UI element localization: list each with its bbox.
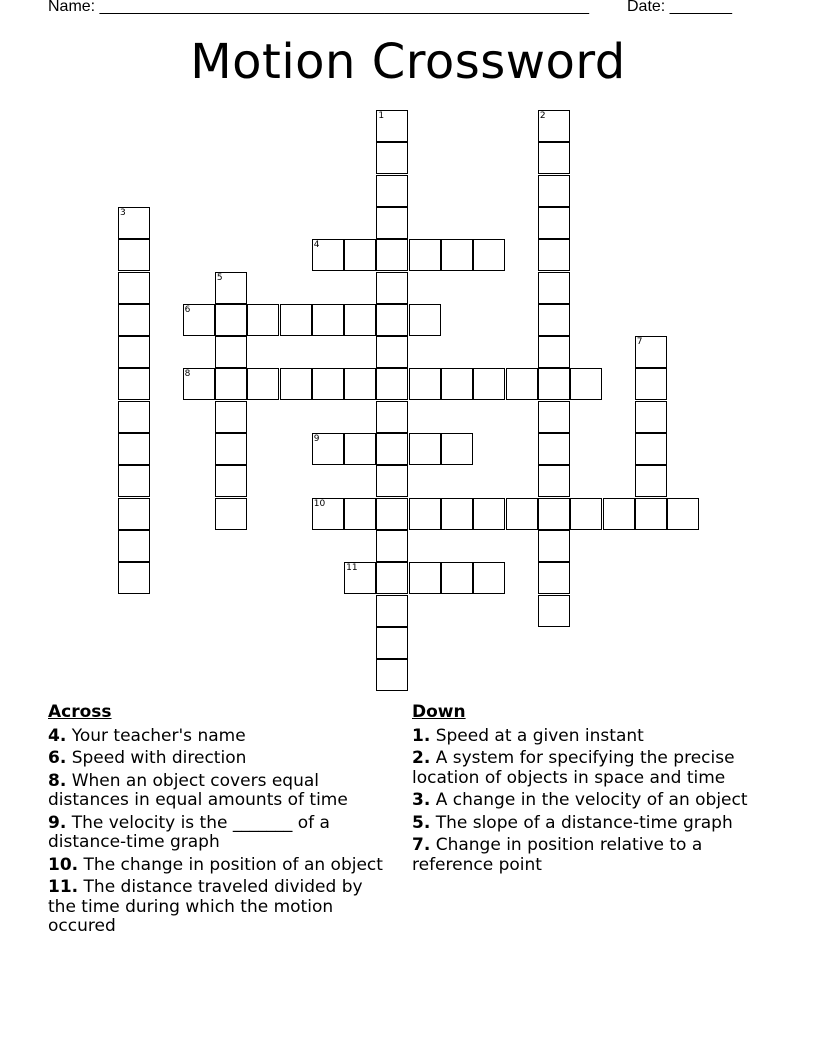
clue-number-label: 3 (120, 207, 126, 218)
crossword-cell[interactable] (441, 433, 473, 465)
clue-across-8: 8. When an object covers equal distances in equal amounts of time (48, 770, 348, 810)
clue-down-5: 5. The slope of a distance-time graph (412, 812, 733, 833)
crossword-cell[interactable] (280, 304, 312, 336)
crossword-cell[interactable] (409, 239, 441, 271)
crossword-cell[interactable] (473, 239, 505, 271)
crossword-cell[interactable] (409, 368, 441, 400)
clue-across-6: 6. Speed with direction (48, 748, 247, 768)
crossword-cell[interactable] (376, 336, 408, 368)
crossword-cell[interactable] (376, 433, 408, 465)
crossword-cell[interactable] (344, 304, 376, 336)
crossword-cell[interactable] (667, 498, 699, 530)
clue-number-label: 5 (216, 272, 223, 283)
crossword-cell[interactable] (409, 433, 441, 465)
crossword-cell[interactable] (376, 498, 408, 530)
crossword-cell[interactable] (635, 433, 667, 465)
crossword-cell[interactable] (376, 272, 408, 304)
crossword-cell[interactable] (118, 465, 150, 497)
crossword-cell[interactable] (376, 368, 408, 400)
clue-across-11: 11. The distance traveled divided by the time during which the motion occured (48, 877, 363, 936)
clue-number-label: 10 (313, 498, 326, 509)
across-heading: Across (48, 702, 112, 722)
crossword-cell[interactable] (376, 304, 408, 336)
crossword-cell[interactable] (538, 175, 570, 207)
crossword-cell[interactable] (312, 498, 344, 530)
crossword-cell[interactable] (506, 368, 538, 400)
crossword-cell[interactable] (280, 368, 312, 400)
crossword-cell[interactable] (344, 498, 376, 530)
crossword-cell[interactable] (344, 433, 376, 465)
crossword-cell[interactable] (538, 272, 570, 304)
crossword-cell[interactable] (183, 304, 215, 336)
crossword-cell[interactable] (538, 336, 570, 368)
crossword-cell[interactable] (215, 433, 247, 465)
crossword-cell[interactable] (538, 530, 570, 562)
crossword-cell[interactable] (376, 207, 408, 239)
crossword-cell[interactable] (538, 595, 570, 627)
crossword-cell[interactable] (376, 530, 408, 562)
crossword-cell[interactable] (441, 498, 473, 530)
crossword-cell[interactable] (538, 368, 570, 400)
crossword-cell[interactable] (118, 498, 150, 530)
down-heading: Down (412, 702, 466, 722)
clue-number-label: 1 (378, 111, 385, 121)
crossword-cell[interactable] (215, 336, 247, 368)
crossword-cell[interactable] (118, 433, 150, 465)
crossword-cell[interactable] (376, 401, 408, 433)
crossword-cell[interactable] (247, 304, 279, 336)
crossword-cell[interactable] (603, 498, 635, 530)
crossword-cell[interactable] (538, 110, 570, 142)
clue-number-label: 2 (539, 111, 546, 121)
crossword-cell[interactable] (312, 433, 344, 465)
crossword-cell[interactable] (538, 239, 570, 271)
crossword-cell[interactable] (215, 272, 247, 304)
crossword-cell[interactable] (376, 239, 408, 271)
crossword-cell[interactable] (376, 562, 408, 594)
crossword-cell[interactable] (118, 336, 150, 368)
clue-number-label: 9 (313, 434, 320, 444)
clue-down-2: 2. A system for specifying the precise location of objects in space and time (412, 748, 735, 788)
clue-across-10: 10. The change in position of an object (48, 854, 383, 875)
crossword-cell[interactable] (538, 401, 570, 433)
crossword-cell[interactable] (118, 304, 150, 336)
crossword-cell[interactable] (247, 368, 279, 400)
across-clues (48, 703, 388, 940)
crossword-cell[interactable] (635, 465, 667, 497)
crossword-cell[interactable] (473, 562, 505, 594)
crossword-cell[interactable] (441, 239, 473, 271)
clue-down-7: 7. Change in position relative to a reference point (412, 835, 703, 875)
clue-number-label: 7 (636, 337, 643, 348)
crossword-cell[interactable] (376, 627, 408, 659)
crossword-cell[interactable] (506, 498, 538, 530)
crossword-cell[interactable] (409, 304, 441, 336)
clue-number-label: 6 (184, 304, 191, 315)
crossword-cell[interactable] (118, 401, 150, 433)
crossword-cell[interactable] (538, 562, 570, 594)
crossword-cell[interactable] (635, 336, 667, 368)
crossword-cell[interactable] (473, 498, 505, 530)
crossword-cell[interactable] (215, 368, 247, 400)
clue-down-1: 1. Speed at a given instant (412, 725, 644, 746)
crossword-cell[interactable] (441, 562, 473, 594)
crossword-cell[interactable] (312, 239, 344, 271)
clue-number-label: 4 (313, 240, 320, 251)
crossword-cell[interactable] (376, 595, 408, 627)
crossword-cell[interactable] (344, 239, 376, 271)
page-title: Motion Crossword (190, 34, 626, 90)
crossword-cell[interactable] (570, 498, 602, 530)
crossword-cell[interactable] (118, 207, 150, 239)
crossword-cell[interactable] (538, 304, 570, 336)
crossword-cell[interactable] (441, 368, 473, 400)
clue-number-label: 8 (184, 369, 191, 380)
crossword-cell[interactable] (635, 498, 667, 530)
crossword-cell[interactable] (118, 272, 150, 304)
crossword-cell[interactable] (215, 304, 247, 336)
crossword-cell[interactable] (376, 110, 408, 142)
crossword-cell[interactable] (344, 368, 376, 400)
crossword-cell[interactable] (215, 401, 247, 433)
clue-down-3: 3. A change in the velocity of an object (412, 790, 748, 810)
crossword-cell[interactable] (376, 659, 408, 691)
name-field-line: Name: _______________________________________________________ (48, 0, 589, 15)
crossword-cell[interactable] (376, 142, 408, 174)
crossword-cell[interactable] (376, 465, 408, 497)
crossword-cell[interactable] (118, 530, 150, 562)
crossword-cell[interactable] (118, 239, 150, 271)
crossword-cell[interactable] (376, 175, 408, 207)
crossword-cell[interactable] (409, 498, 441, 530)
crossword-cell[interactable] (635, 401, 667, 433)
crossword-cell[interactable] (473, 368, 505, 400)
crossword-cell[interactable] (215, 465, 247, 497)
clue-across-9: 9. The velocity is the _______ of a distance-time graph (48, 812, 330, 852)
crossword-cell[interactable] (409, 562, 441, 594)
crossword-cell[interactable] (538, 142, 570, 174)
crossword-cell[interactable] (118, 562, 150, 594)
clue-number-label: 11 (346, 563, 358, 574)
date-field-line: Date: _______ (627, 0, 732, 15)
down-clues (412, 703, 772, 878)
crossword-cell[interactable] (538, 498, 570, 530)
crossword-cell[interactable] (183, 368, 215, 400)
crossword-cell[interactable] (538, 433, 570, 465)
crossword-cell[interactable] (538, 207, 570, 239)
crossword-cell[interactable] (118, 368, 150, 400)
crossword-cell[interactable] (344, 562, 376, 594)
crossword-cell[interactable] (538, 465, 570, 497)
crossword-cell[interactable] (312, 368, 344, 400)
crossword-cell[interactable] (635, 368, 667, 400)
crossword-cell[interactable] (215, 498, 247, 530)
clue-across-4: 4. Your teacher's name (48, 725, 246, 746)
crossword-cell[interactable] (570, 368, 602, 400)
crossword-cell[interactable] (312, 304, 344, 336)
